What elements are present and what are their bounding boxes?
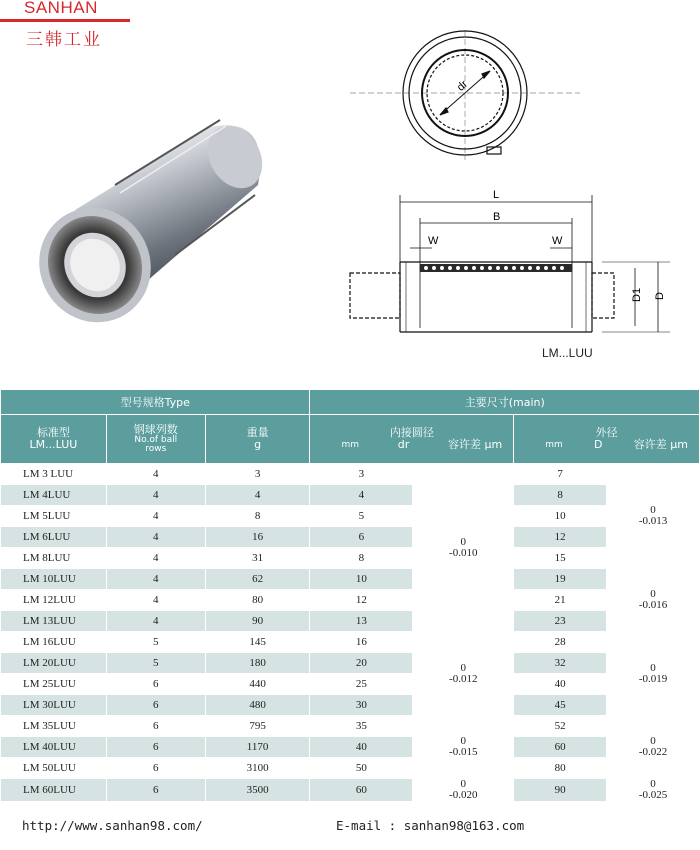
- header-weight-cn: 重量: [246, 426, 269, 439]
- cell-weight: 90: [206, 611, 310, 631]
- cell-model: LM 4LUU: [1, 485, 106, 505]
- cell-weight: 62: [206, 569, 310, 589]
- tol-upper: 0: [460, 778, 467, 790]
- header-group-main: 主要尺寸(main): [310, 390, 699, 414]
- cell-inner-dr: 60: [310, 779, 412, 801]
- header-model: [1, 415, 106, 463]
- cell-inner-dr: 13: [310, 611, 412, 631]
- spec-table-body: [1, 464, 699, 801]
- cell-outer-tolerance: [607, 716, 699, 778]
- cell-model: LM 40LUU: [1, 737, 106, 757]
- cell-ball-rows: 4: [153, 510, 159, 522]
- header-inner-mm: mm: [341, 440, 360, 450]
- cell-outer-tolerance: [607, 779, 699, 801]
- header-inner-tol: 容许差 μm: [447, 438, 503, 451]
- header-outer: [514, 415, 699, 463]
- cell-model: LM 16LUU: [23, 636, 76, 648]
- tol-upper: 0: [650, 661, 656, 674]
- cell-outer-D: 8: [514, 485, 606, 505]
- cell-inner-tolerance: [413, 464, 513, 631]
- dim-label-D1: D1: [631, 287, 643, 302]
- dim-label-D: D: [654, 292, 666, 300]
- cell-outer-tolerance: [607, 569, 699, 631]
- cell-ball-rows: 6: [107, 695, 205, 715]
- table-row: [1, 527, 699, 547]
- dim-label-dr: dr: [454, 78, 471, 94]
- header-rows-en1: No.of ball: [134, 435, 178, 445]
- cell-ball-rows: 6: [153, 762, 159, 774]
- header-model-en: LM...LUU: [29, 438, 78, 451]
- tol-lower: -0.022: [638, 746, 668, 758]
- cell-ball-rows: 6: [153, 678, 159, 690]
- header-inner: [310, 415, 513, 463]
- cell-model: LM 3 LUU: [23, 468, 74, 480]
- cell-inner-dr: 8: [358, 552, 365, 564]
- cell-inner-dr: 50: [355, 762, 367, 774]
- cell-weight: 3: [254, 468, 261, 480]
- table-row: [1, 632, 699, 652]
- table-row: [1, 737, 699, 757]
- cell-inner-dr: 10: [310, 569, 412, 589]
- cell-ball-rows: 4: [107, 527, 205, 547]
- cell-outer-D: 10: [554, 510, 566, 522]
- cell-outer-tolerance: [607, 632, 699, 715]
- cell-weight: 16: [206, 527, 310, 547]
- product-header-area: [0, 0, 700, 388]
- cell-model: LM 20LUU: [1, 653, 106, 673]
- header-weight-unit: g: [254, 438, 262, 451]
- cell-inner-dr: 6: [310, 527, 412, 547]
- tol-upper: 0: [460, 661, 467, 674]
- table-row: [1, 611, 699, 631]
- footer-url[interactable]: http://www.sanhan98.com/: [22, 818, 203, 833]
- table-row: [1, 674, 699, 694]
- logo-text-cn: 三韩工业: [26, 30, 102, 50]
- header-inner-sym: dr: [397, 438, 410, 451]
- cell-inner-dr: 12: [355, 594, 367, 606]
- header-weight: [206, 415, 310, 463]
- cell-outer-D: 52: [554, 720, 566, 732]
- cell-model: LM 8LUU: [23, 552, 71, 564]
- cell-inner-tolerance: [413, 779, 513, 801]
- cell-ball-rows: 6: [107, 737, 205, 757]
- cell-ball-rows: 4: [153, 468, 159, 480]
- cell-inner-dr: 16: [355, 636, 367, 648]
- cell-weight: 795: [249, 720, 266, 732]
- cell-outer-D: 7: [557, 468, 563, 480]
- tol-lower: -0.013: [638, 515, 668, 527]
- cell-inner-dr: 5: [358, 510, 365, 522]
- cell-ball-rows: 6: [153, 720, 159, 732]
- cell-weight: 8: [254, 510, 261, 522]
- tol-upper: 0: [460, 535, 467, 548]
- cell-outer-D: 80: [554, 762, 566, 774]
- dim-label-B: B: [493, 211, 501, 223]
- cell-ball-rows: 4: [153, 552, 159, 564]
- table-row: [1, 716, 699, 736]
- table-row: [1, 695, 699, 715]
- logo-text-en: SANHAN: [24, 0, 98, 17]
- cell-outer-D: 45: [514, 695, 606, 715]
- tol-lower: -0.015: [449, 746, 478, 758]
- cell-model: LM 6LUU: [1, 527, 106, 547]
- cell-model: LM 12LUU: [23, 594, 76, 606]
- tol-upper: 0: [650, 735, 656, 747]
- cell-ball-rows: 4: [107, 485, 205, 505]
- bearing-photo: [20, 115, 270, 330]
- cell-ball-rows: 4: [153, 594, 159, 606]
- header-rows-en2: rows: [145, 444, 167, 454]
- spec-table: [0, 389, 700, 802]
- cell-model: LM 13LUU: [1, 611, 106, 631]
- header-outer-sym: D: [594, 438, 603, 451]
- header-outer-cn: 外径: [595, 426, 618, 439]
- cell-inner-dr: 40: [310, 737, 412, 757]
- cell-weight: 3100: [246, 762, 269, 774]
- header-group-type: 型号规格Type: [1, 390, 309, 414]
- cell-weight: 31: [252, 552, 264, 564]
- table-row: [1, 758, 699, 778]
- cell-outer-D: 40: [554, 678, 566, 690]
- cell-outer-D: 15: [554, 552, 566, 564]
- table-row: [1, 548, 699, 568]
- header-outer-mm: mm: [545, 440, 563, 450]
- table-row: [1, 485, 699, 505]
- table-row: [1, 464, 699, 484]
- tol-upper: 0: [650, 778, 656, 790]
- table-row: [1, 653, 699, 673]
- cell-weight: 480: [206, 695, 310, 715]
- cell-inner-dr: 35: [355, 720, 367, 732]
- cell-weight: 145: [249, 636, 266, 648]
- cell-weight: 3500: [206, 779, 310, 801]
- table-row: [1, 506, 699, 526]
- cell-model: LM 50LUU: [23, 762, 76, 774]
- dim-label-L: L: [493, 189, 500, 201]
- cell-model: LM 5LUU: [23, 510, 71, 522]
- logo-underline: [0, 19, 130, 22]
- cell-outer-D: 60: [514, 737, 606, 757]
- table-row: [1, 569, 699, 589]
- cell-weight: 1170: [206, 737, 310, 757]
- cell-outer-D: 21: [554, 594, 566, 606]
- cell-outer-D: 12: [514, 527, 606, 547]
- tol-lower: -0.012: [449, 672, 478, 685]
- cell-inner-dr: 3: [358, 468, 365, 480]
- header-rows: [107, 415, 205, 463]
- cell-ball-rows: 5: [153, 636, 159, 648]
- cell-ball-rows: 5: [107, 653, 205, 673]
- cell-inner-tolerance: [413, 632, 513, 715]
- dim-label-W-right: W: [552, 235, 563, 247]
- cell-inner-dr: 25: [355, 678, 367, 690]
- tol-lower: -0.010: [449, 546, 478, 559]
- cell-inner-dr: 4: [310, 485, 412, 505]
- table-row: [1, 590, 699, 610]
- header-model-cn: 标准型: [36, 426, 70, 439]
- dim-label-W-left: W: [428, 235, 439, 247]
- tol-upper: 0: [460, 735, 467, 747]
- table-row: [1, 779, 699, 801]
- cell-inner-dr: 20: [310, 653, 412, 673]
- cell-model: LM 10LUU: [1, 569, 106, 589]
- cell-weight: 4: [206, 485, 310, 505]
- tol-lower: -0.016: [638, 599, 668, 611]
- header-rows-cn: 钢球列数: [133, 423, 178, 436]
- cell-weight: 440: [249, 678, 266, 690]
- cell-ball-rows: 4: [107, 569, 205, 589]
- tol-upper: 0: [650, 504, 656, 516]
- cell-ball-rows: 4: [107, 611, 205, 631]
- cell-outer-D: 90: [514, 779, 606, 801]
- cell-weight: 180: [206, 653, 310, 673]
- cell-ball-rows: 6: [107, 779, 205, 801]
- drawing-caption: LM...LUU: [542, 346, 593, 360]
- cell-outer-D: 32: [514, 653, 606, 673]
- header-outer-tol: 容许差 μm: [633, 438, 688, 451]
- tol-upper: 0: [650, 588, 656, 600]
- cell-weight: 80: [252, 594, 264, 606]
- tol-lower: -0.019: [638, 672, 668, 685]
- cell-model: LM 35LUU: [23, 720, 76, 732]
- cell-model: LM 30LUU: [1, 695, 106, 715]
- tol-lower: -0.020: [449, 789, 478, 801]
- cell-inner-tolerance: [413, 716, 513, 778]
- footer-email[interactable]: E-mail : sanhan98@163.com: [336, 818, 525, 833]
- cell-outer-D: 28: [554, 636, 566, 648]
- cell-outer-D: 23: [514, 611, 606, 631]
- cell-model: LM 25LUU: [23, 678, 76, 690]
- tol-lower: -0.025: [638, 789, 668, 801]
- cell-model: LM 60LUU: [1, 779, 106, 801]
- cell-outer-tolerance: [607, 464, 699, 568]
- header-inner-cn: 内接圆径: [389, 426, 434, 439]
- bearing-technical-drawing: [340, 30, 680, 360]
- cell-inner-dr: 30: [310, 695, 412, 715]
- cell-outer-D: 19: [514, 569, 606, 589]
